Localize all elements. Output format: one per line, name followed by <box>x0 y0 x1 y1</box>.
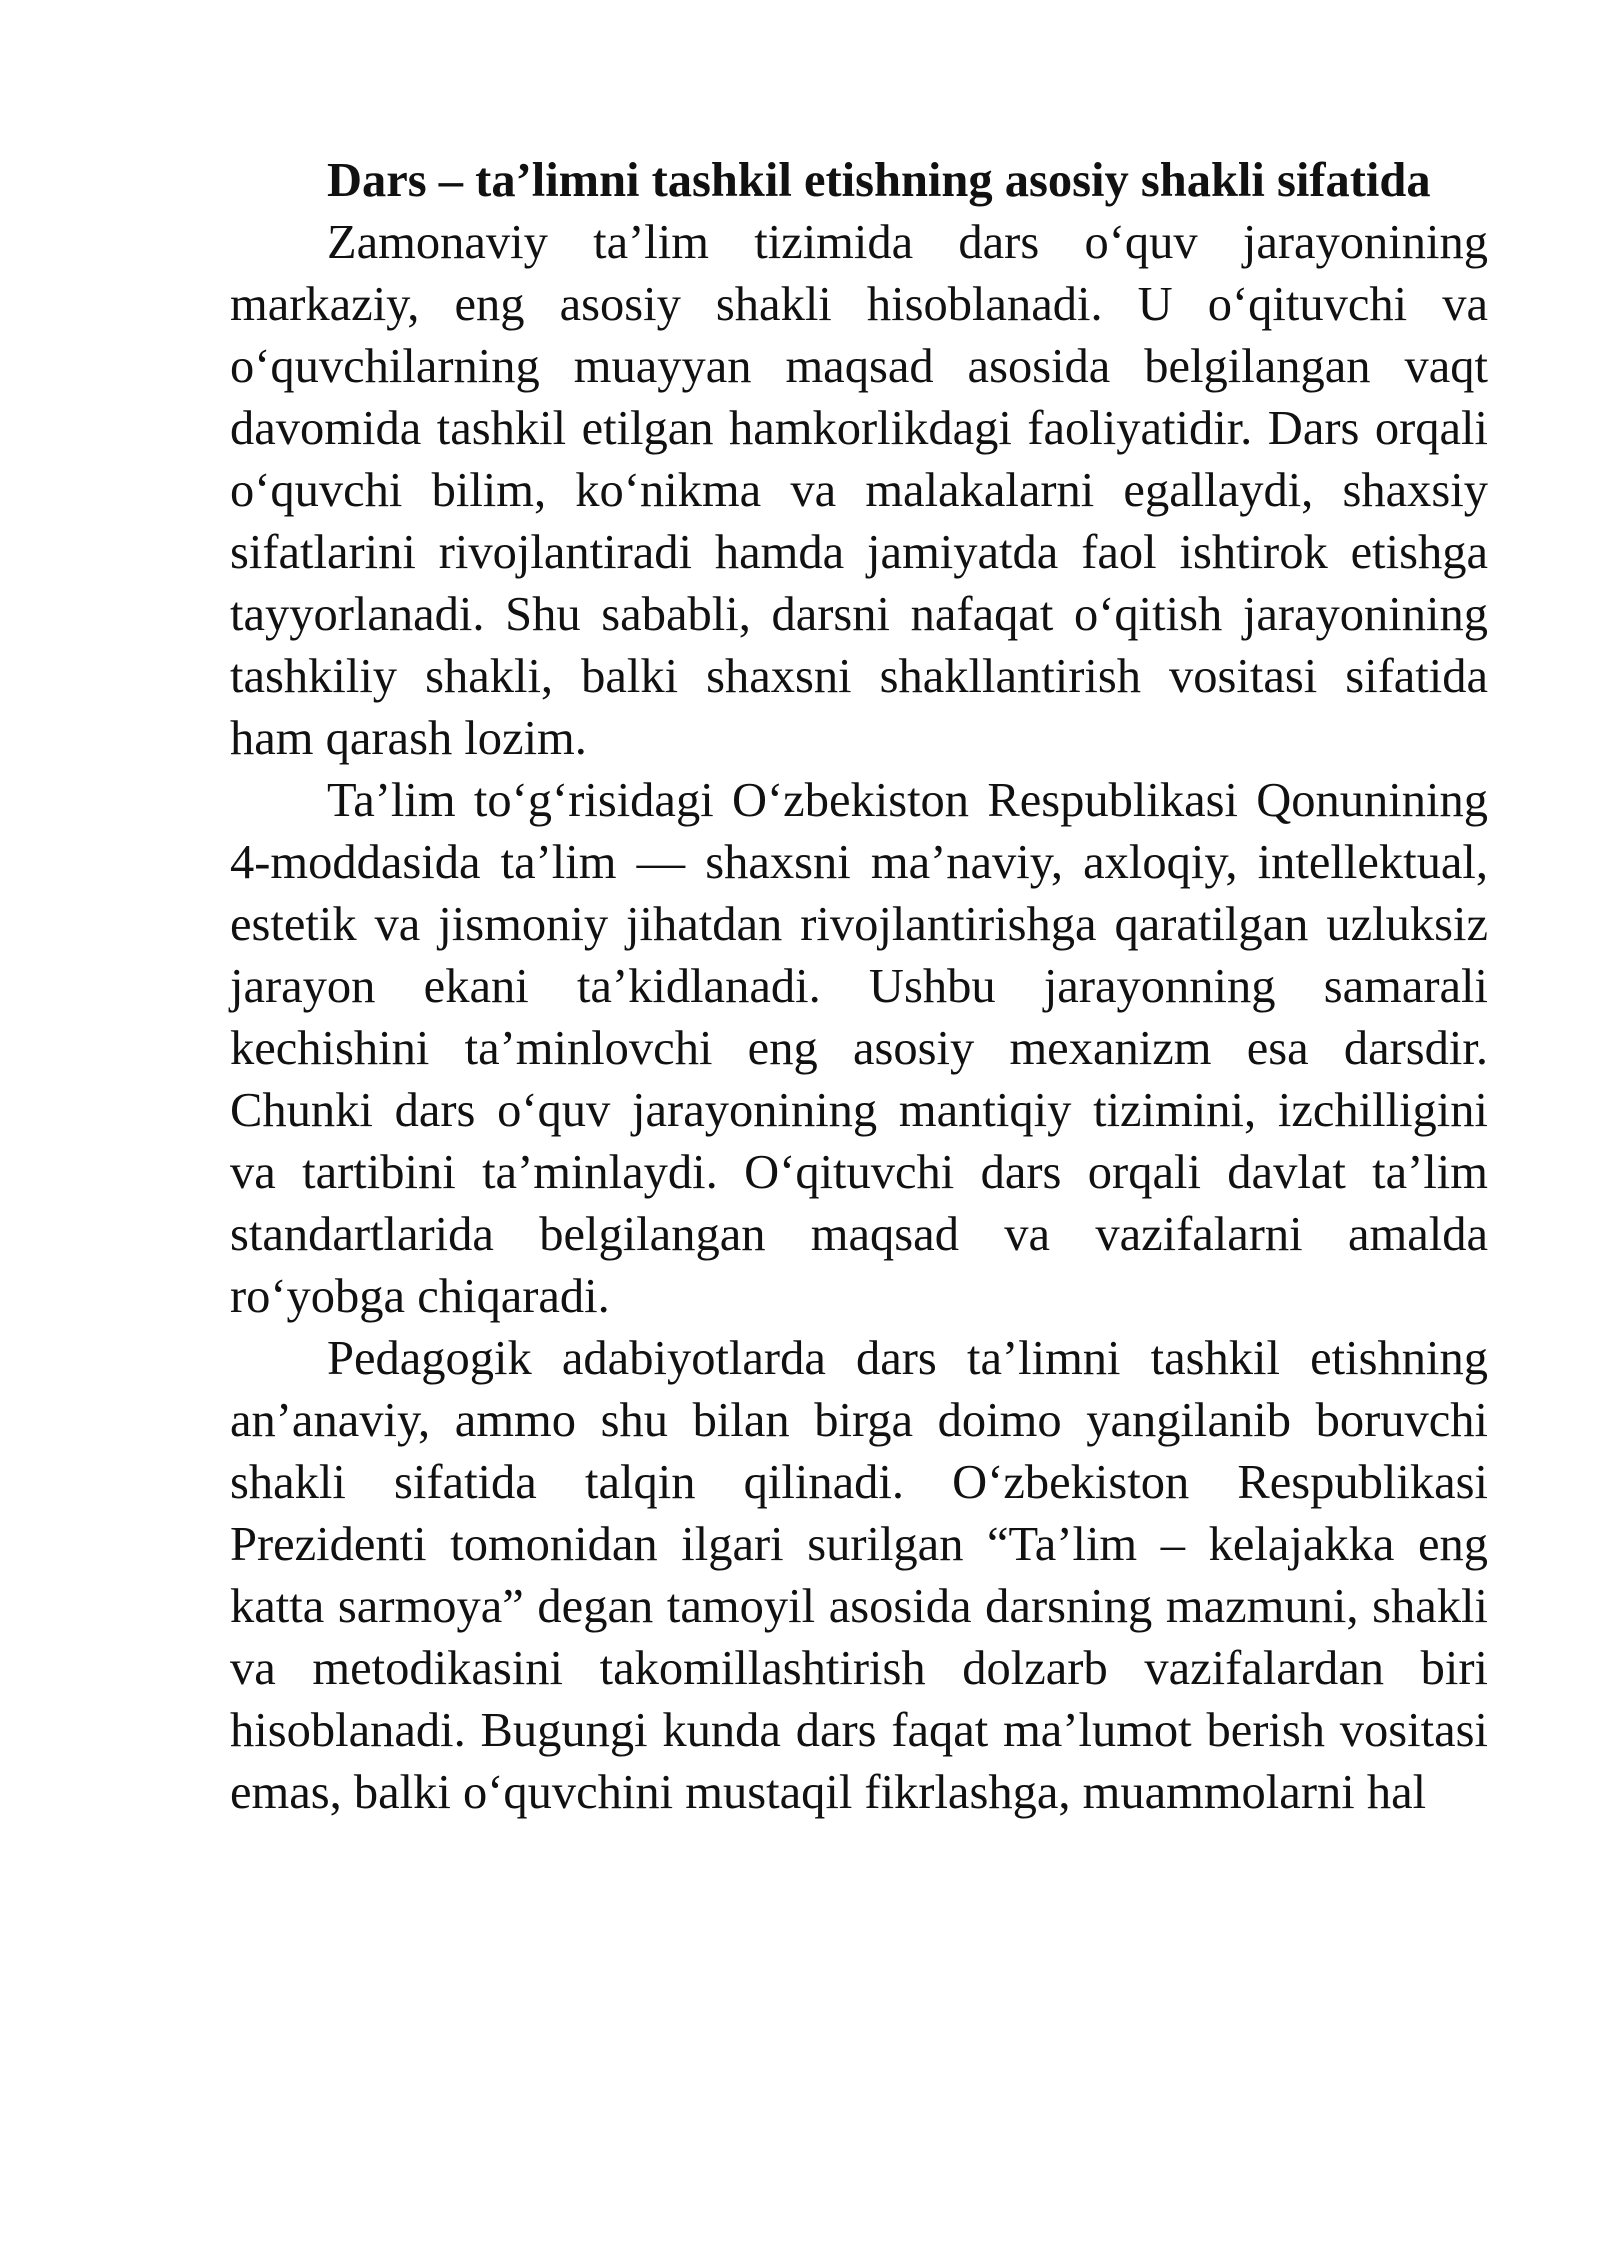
document-page <box>230 150 1488 1824</box>
paragraph-3: Pedagogik adabiyotlarda dars ta’limni tashkil etishning an’anaviy, ammo shu bilan birga doimo yangilanib boruvchi shakli sifatida talqin qilinadi. O‘zbekiston Respublikasi Prezidenti tomonidan ilgari surilgan “Ta’lim – kelajakka eng katta sarmoya” degan tamoyil asosida darsning mazmuni, shakli va metodikasini takomillashtirish dolzarb vazifalardan biri hisoblanadi. Bugungi kunda dars faqat ma’lumot berish vositasi emas, balki o‘quvchini mustaqil fikrlashga, muammolarni hal <box>230 1332 1488 1819</box>
section-heading: Dars – ta’limni tashkil etishning asosiy shakli sifatida <box>327 154 1431 207</box>
paragraph-1: Zamonaviy ta’lim tizimida dars o‘quv jarayonining markaziy, eng asosiy shakli hisoblanadi. U o‘qituvchi va o‘quvchilarning muayyan maqsad asosida belgilangan vaqt davomida tashkil etilgan hamkorlikdagi faoliyatidir. Dars orqali o‘quvchi bilim, ko‘nikma va malakalarni egallaydi, shaxsiy sifatlarini rivojlantiradi hamda jamiyatda faol ishtirok etishga tayyorlanadi. Shu sababli, darsni nafaqat o‘qitish jarayonining tashkiliy shakli, balki shaxsni shakllantirish vositasi sifatida ham qarash lozim. <box>230 216 1488 765</box>
paragraph-2: Ta’lim to‘g‘risidagi O‘zbekiston Respublikasi Qonunining 4-moddasida ta’lim — shaxsni ma’naviy, axloqiy, intellektual, estetik va jismoniy jihatdan rivojlantirishga qaratilgan uzluksiz jarayon ekani ta’kidlanadi. Ushbu jarayonning samarali kechishini ta’minlovchi eng asosiy mexanizm esa darsdir. Chunki dars o‘quv jarayonining mantiqiy tizimini, izchilligini va tartibini ta’minlaydi. O‘qituvchi dars orqali davlat ta’lim standartlarida belgilangan maqsad va vazifalarni amalda ro‘yobga chiqaradi. <box>230 774 1488 1323</box>
